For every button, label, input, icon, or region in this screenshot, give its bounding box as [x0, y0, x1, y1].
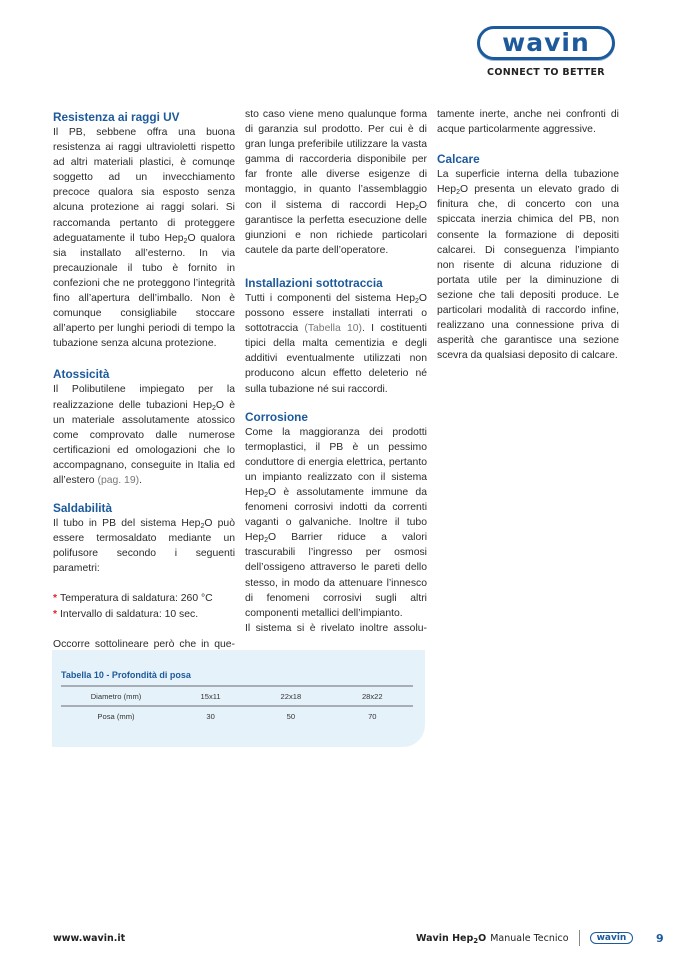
table-reference-link[interactable]: (Tabella 10) [304, 323, 362, 335]
table-header-row [61, 686, 413, 706]
asterisk-bullet-icon: * [53, 593, 58, 605]
paragraph-corrosione: Come la maggioranza dei prodotti termoplastici, il PB è un pessimo conduttore di energia elettrica, pertanto un impianto realizzato con il sistema Hep$_2$O è assolutamente immune da fenomeni corrosivi indotti da correnti vaganti o galvaniche. Inoltre il tubo Hep$_2$O Barrier riduce a valori trascurabili l’ingresso per osmosi dell’ossigeno attraverso le pareti dello stesso, in modo da attenuare l’innesco di fenomeni corrosivi sugli altri componenti metallici dell’impianto. [245, 426, 427, 619]
column-1 [53, 109, 235, 652]
paragraph-saldabilita-continued: sto caso viene meno qualunque forma di garanzia sul prodotto. Per cui è di gran lunga preferibile utilizzare la vasta gamma di raccorderia disponibile per far fronte alle diverse esigenze di montaggio, in quanto l’assemblaggio con il sistema di raccordi Hep$_2$O garantisce la perfetta esecuzione delle giunzioni e non richiede particolari cautele da parte dell’operatore. [245, 109, 427, 256]
bullet-item: * Intervallo di saldatura: 10 sec. [53, 608, 199, 620]
logo-tagline: CONNECT TO BETTER [487, 67, 605, 78]
table-cell: 30 [206, 711, 215, 721]
column-3 [437, 107, 619, 363]
heading-atossicita: Atossicità [53, 367, 110, 382]
page-number: 9 [656, 932, 664, 945]
footer-manual-label: Manuale Tecnico [490, 932, 569, 944]
wavin-logo-pill: wavin [477, 26, 615, 60]
table-header-cell: Diametro (mm) [61, 686, 171, 706]
table-cell: 50 [286, 711, 296, 721]
heading-calcare: Calcare [437, 152, 480, 167]
footer-brand: Wavin Hep$_2$O [416, 932, 487, 945]
heading-uv: Resistenza ai raggi UV [53, 110, 180, 124]
table-cell: Posa (mm) [97, 711, 135, 721]
table-header-cell: 22x18 [250, 686, 331, 706]
table-10-box [52, 650, 425, 747]
column-2 [245, 107, 427, 636]
heading-saldabilita: Saldabilità [53, 501, 113, 516]
table-title: Tabella 10 - Profondità di posa [61, 670, 191, 680]
paragraph-uv: Il PB, sebbene offra una buona resistenza ai raggi ultravioletti rispetto ad altri materiali plastici, è comunqe soggetto ad un invecchiamento precoce qualora sia esposto senza alcuna protezione ai raggi solari. Si raccomanda pertanto di proteggere adeguatamente il tubo Hep$_2$O qualora sia installato all’esterno. In via precauzionale il tubo è fornito in confezioni che ne proteggono l’integrità fino all’apertura dell’imballo. Non è comunque consigliabile stoccare all’aperto per lunghi periodi di tempo la tubazione senza alcuna protezione. [53, 127, 236, 350]
footer-website-link[interactable]: www.wavin.it [53, 933, 126, 944]
paragraph-atossicita: Il Polibutilene impiegato per la realizzazione delle tubazioni Hep$_2$O è un materiale assolutamente atossico come comprovato dalle numerose certificazioni ed omologazioni che lo accompagnano, conseguite in Italia ed all’estero (pag. 19). [53, 384, 235, 486]
heading-sottotraccia: Installazioni sottotraccia [245, 275, 383, 290]
paragraph-saldabilita: Il tubo in PB del sistema Hep$_2$O può essere termosaldato mediante un polifusore secondo i seguenti parametri: [53, 518, 235, 575]
table-header-cell: 15x11 [171, 686, 250, 706]
page-reference-link[interactable]: (pag. 19) [97, 474, 140, 486]
paragraph-sottotraccia: Tutti i componenti del sistema Hep$_2$O possono essere installati interrati o sottotraccia (Tabella 10). I costituenti tipici della malta cementizia e degli additivi eventualmente utilizzati non producono alcun effetto deleterio né sulla tubazione né sui raccordi. [245, 292, 427, 395]
asterisk-bullet-icon: * [53, 608, 58, 620]
footer-divider [579, 930, 580, 946]
table-cell: 70 [368, 711, 377, 721]
table-row [61, 706, 413, 725]
paragraph-corrosione-continued: tamente inerte, anche nei confronti di acque particolarmente aggressive. [437, 109, 619, 136]
bullet-list [53, 591, 235, 621]
footer-wavin-logo: wavin [590, 932, 634, 944]
bullet-item: * Temperatura di saldatura: 260 °C [53, 593, 213, 605]
footer-document-title [416, 930, 633, 946]
paragraph-corrosione-2: Il sistema si è rivelato inoltre assolu- [245, 622, 427, 634]
wavin-logo [474, 26, 618, 78]
paragraph-calcare: La superficie interna della tubazione Hep$_2$O presenta un elevato grado di finitura che, di concerto con una spiccata inerzia chimica del PB, non consente la formazione di depositi calcarei. Di conseguenza l’impianto non risente di alcuna riduzione di portata utile per la diminuzione di sezione che tali depositi produce. Le particolari modalità di raccordo infine, realizzano una connessione priva di asperità che garantisce una sezione scevra da qualsiasi deposito di calcare. [437, 169, 619, 362]
table-header-cell: 28x22 [332, 686, 413, 706]
depth-table [61, 685, 413, 725]
heading-corrosione: Corrosione [245, 409, 308, 424]
paragraph-saldabilita-after: Occorre sottolineare però che in que- [53, 638, 235, 650]
